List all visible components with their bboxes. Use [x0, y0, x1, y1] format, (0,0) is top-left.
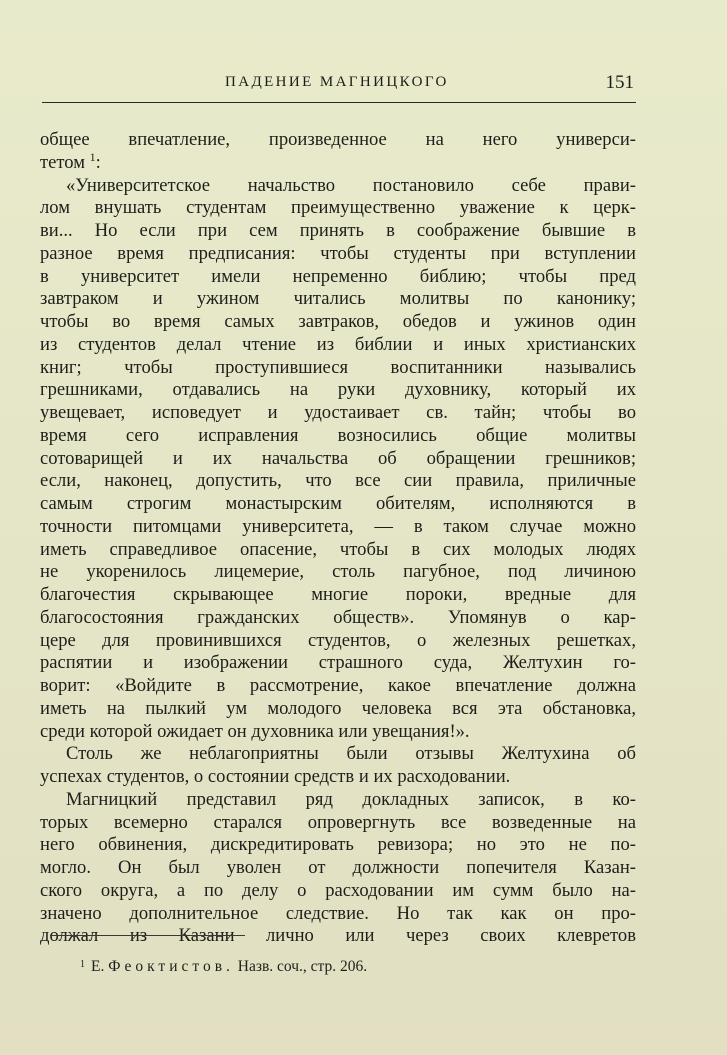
text-line: самым строгим монастырским обителям, исполняются в [40, 493, 636, 514]
footnote-citation: Назв. соч., стр. 206. [237, 958, 368, 975]
text-line: завтраком и ужином читались молитвы по канонику; [40, 288, 636, 310]
text-line: могло. Он был уволен от должности попечителя Казан- [40, 857, 636, 878]
footnote-reference[interactable]: 1 [89, 149, 96, 164]
text-line: распятии и изображении страшного суда, Желтухин го- [40, 652, 636, 674]
text-line: общее впечатление, произведенное на него универси- [40, 129, 636, 150]
footnote-author-surname: Феоктистов. [108, 958, 234, 975]
text-line: ви... Но если при сем принять в соображение бывшие в [40, 220, 636, 241]
text-line: успехах студентов, о состоянии средств и их расходовании. [40, 766, 511, 787]
text-line: лом внушать студентам преимущественно уважение к церк- [40, 197, 636, 219]
text-fragment: : [95, 151, 101, 173]
text-line: торых всемерно старался опровергнуть все возведенные на [40, 811, 636, 833]
text-line: среди которой ожидает он духовника или увещания!». [40, 720, 470, 742]
text-line: грешниками, отдавались на руки духовнику, который их [40, 379, 636, 401]
running-title: ПАДЕНИЕ МАГНИЦКОГО [225, 74, 449, 90]
footnote-separator [50, 935, 245, 936]
text-line: благосостояния гражданских обществ». Упомянув о кар- [40, 606, 636, 628]
text-line: не укоренилось лицемерие, столь пагубное, под личиною [40, 561, 636, 583]
header-rule [42, 102, 636, 103]
text-line: Столь же неблагоприятны были отзывы Желтухина об [66, 743, 636, 765]
text-line: Магницкий представил ряд докладных записок, в ко- [66, 788, 636, 810]
text-line: «Университетское начальство постановило себе прави- [66, 174, 636, 196]
footnote [80, 958, 367, 976]
text-line: иметь справедливое опасение, чтобы в сих молодых людях [40, 538, 636, 560]
footnote-author-initial: Е. [91, 958, 105, 975]
text-line [40, 149, 636, 175]
text-line: ворит: «Войдите в рассмотрение, какое впечатление должна [40, 675, 636, 696]
text-line: должал из Казани лично или через своих клевретов [40, 925, 636, 947]
text-line: цере для провинившихся студентов, о железных решетках, [40, 629, 636, 651]
footnote-number: 1 [80, 959, 85, 970]
text-line: книг; чтобы проступившиеся воспитанники назывались [40, 356, 636, 378]
text-line: сотоварищей и их начальства об обращении грешников; [40, 447, 636, 469]
text-line: увещевает, исповедует и удостаивает св. тайн; чтобы во [40, 402, 636, 423]
text-line: благочестия скрывающее многие пороки, вредные для [40, 584, 636, 605]
text-line: в университет имели непременно библию; чтобы пред [40, 265, 636, 287]
text-line: разное время предписания: чтобы студенты при вступлении [40, 242, 636, 264]
text-line: чтобы во время самых завтраков, обедов и ужинов один [40, 311, 636, 332]
text-line: иметь на пылкий ум молодого человека вся эта обстановка, [40, 697, 636, 719]
text-fragment: тетом [40, 151, 85, 173]
body-text [40, 129, 636, 948]
text-line: значено дополнительное следствие. Но так как он про- [40, 902, 636, 924]
text-line: ского округа, а по делу о расходовании им сумм было на- [40, 879, 636, 901]
running-head [42, 72, 636, 96]
text-line: точности питомцами университета, — в таком случае можно [40, 515, 636, 537]
page-number: 151 [605, 72, 634, 93]
text-line: него обвинения, дискредитировать ревизора; но это не по- [40, 834, 636, 856]
text-line: из студентов делал чтение из библии и иных христианских [40, 333, 636, 355]
text-line: время сего исправления возносились общие молитвы [40, 424, 636, 446]
text-line: если, наконец, допустить, что все сии правила, приличные [40, 470, 636, 492]
